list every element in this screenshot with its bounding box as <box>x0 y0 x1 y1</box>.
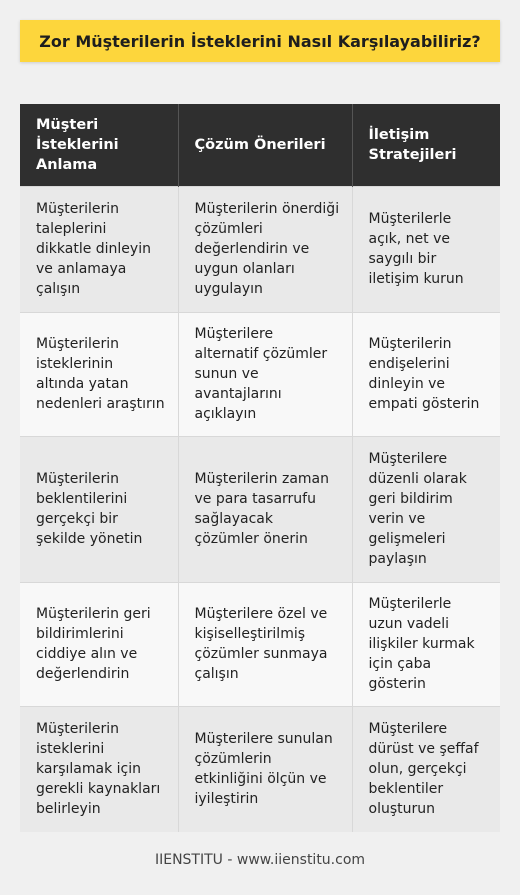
table-row <box>20 436 500 582</box>
footer-credit: IIENSTITU - www.iienstitu.com <box>154 852 366 868</box>
table-cell: Müşterilerin geri bildirimlerini ciddiye alın ve değerlendirin <box>20 582 178 706</box>
table-cell: Müşterilere sunulan çözümlerin etkinliğini ölçün ve iyileştirin <box>178 706 352 832</box>
comparison-table <box>20 104 500 832</box>
table-cell: Müşterilere düzenli olarak geri bildirim verin ve gelişmeleri paylaşın <box>352 436 500 582</box>
table-cell: Müşterilere dürüst ve şeffaf olun, gerçekçi beklentiler oluşturun <box>352 706 500 832</box>
column-header-communication: İletişim Stratejileri <box>352 104 500 186</box>
column-header-solutions: Çözüm Önerileri <box>178 104 352 186</box>
table-cell: Müşterilerle uzun vadeli ilişkiler kurmak için çaba gösterin <box>352 582 500 706</box>
table-cell: Müşterilere özel ve kişiselleştirilmiş çözümler sunmaya çalışın <box>178 582 352 706</box>
table-row <box>20 312 500 436</box>
table-cell: Müşterilerin isteklerini karşılamak için gerekli kaynakları belirleyin <box>20 706 178 832</box>
table-cell: Müşterilerin zaman ve para tasarrufu sağlayacak çözümler önerin <box>178 436 352 582</box>
table-cell: Müşterilere alternatif çözümler sunun ve avantajlarını açıklayın <box>178 312 352 436</box>
table-cell: Müşterilerle açık, net ve saygılı bir iletişim kurun <box>352 186 500 312</box>
table-row <box>20 706 500 832</box>
table-cell: Müşterilerin isteklerinin altında yatan nedenleri araştırın <box>20 312 178 436</box>
table-row <box>20 582 500 706</box>
title-banner <box>20 20 500 62</box>
table-row <box>20 186 500 312</box>
table-header-row <box>20 104 500 186</box>
table-cell: Müşterilerin önerdiği çözümleri değerlendirin ve uygun olanları uygulayın <box>178 186 352 312</box>
page-title: Zor Müşterilerin İsteklerini Nasıl Karşılayabiliriz? <box>39 31 481 51</box>
table-cell: Müşterilerin taleplerini dikkatle dinleyin ve anlamaya çalışın <box>20 186 178 312</box>
table-cell: Müşterilerin endişelerini dinleyin ve empati gösterin <box>352 312 500 436</box>
column-header-understanding: Müşteri İsteklerini Anlama <box>20 104 178 186</box>
table-cell: Müşterilerin beklentilerini gerçekçi bir şekilde yönetin <box>20 436 178 582</box>
